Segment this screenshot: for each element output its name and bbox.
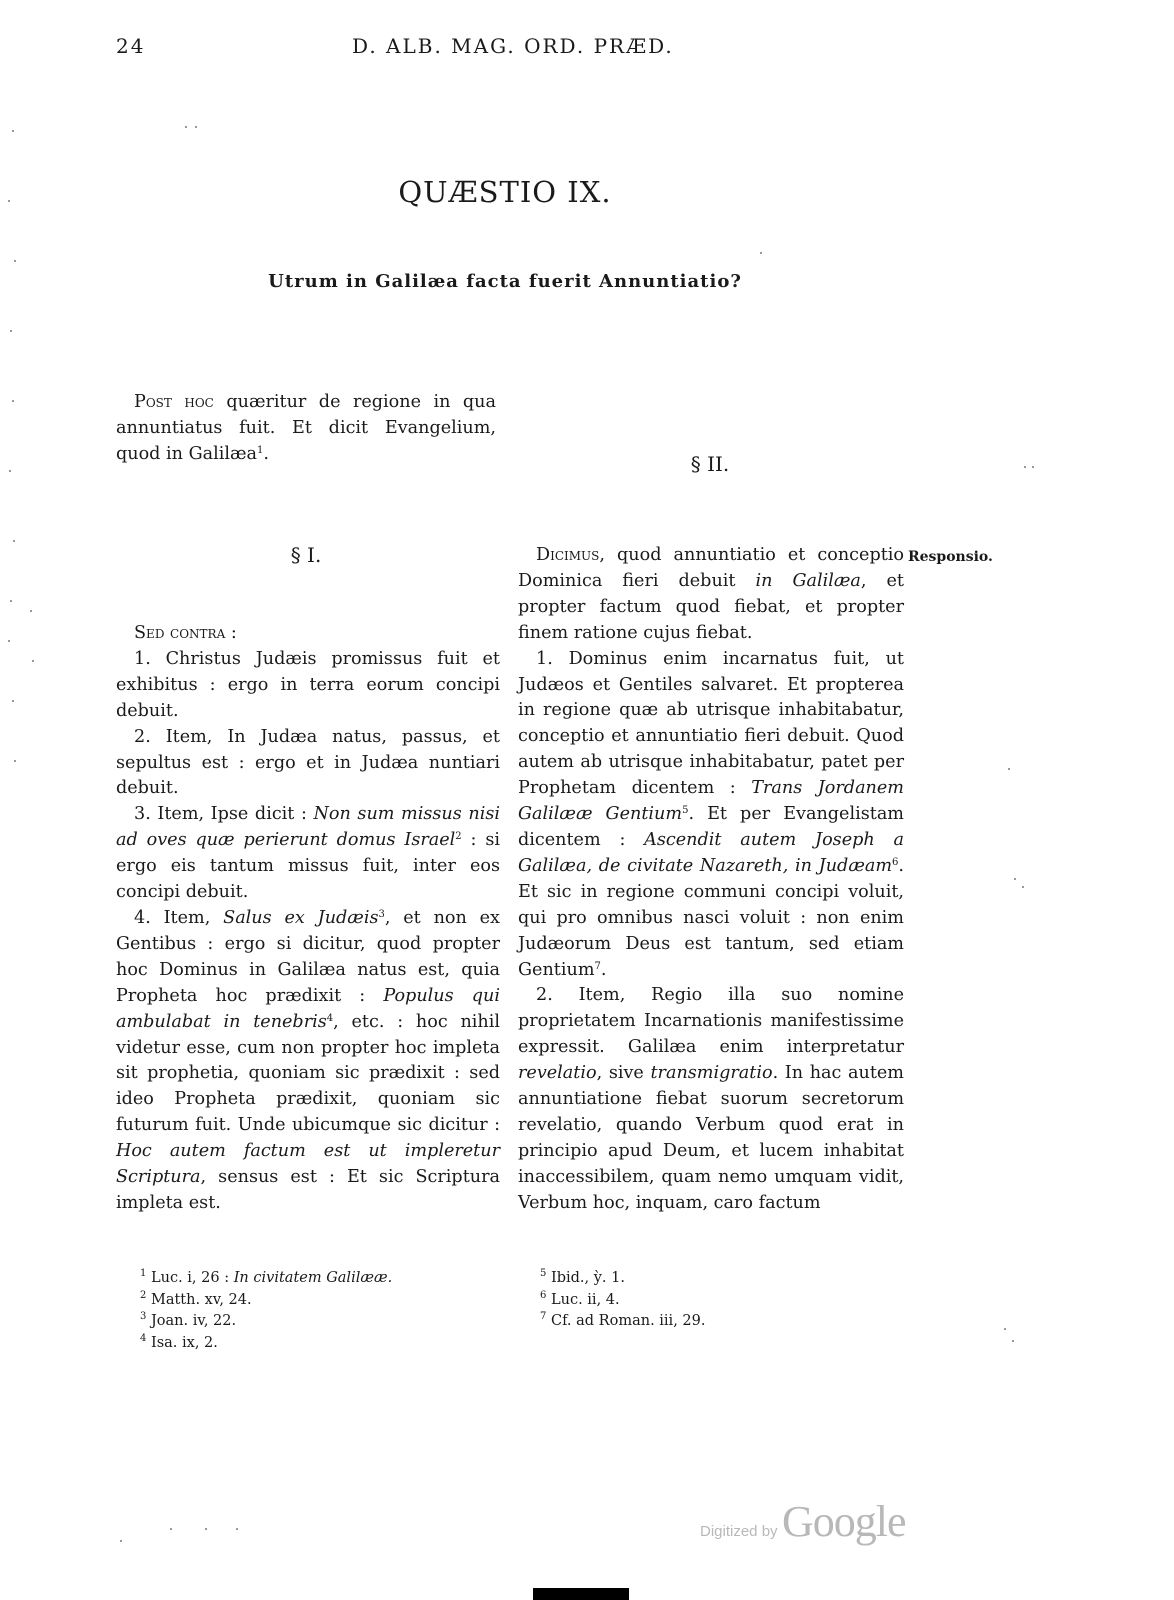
speck: [10, 330, 12, 332]
objection-4-cont-2: , etc. : hoc nihil videtur esse, cum non propter hoc impleta sit prophetia, quoniam sic prædixit : sed ideo Propheta prædixit, quoniam sic futurum fuit. Unde ubicumque sic dicitur :: [116, 1011, 500, 1136]
running-header: D. ALB. MAG. ORD. PRÆD.: [352, 34, 674, 58]
response-1-quote-2: Ascendit autem Joseph a Galilæa, de civitate Nazareth, in Judæam: [518, 829, 904, 876]
section-1-heading: § I.: [290, 543, 322, 567]
objection-4-quote-1: Salus ex Judæis: [223, 907, 379, 928]
objection-4-cont-3: , sensus est : Et sic Scriptura impleta est.: [116, 1167, 500, 1213]
footnote-text: Luc. ii, 4.: [546, 1291, 620, 1308]
speck: [760, 252, 762, 254]
speck: [13, 540, 15, 542]
footnote-number: 4: [140, 1332, 147, 1344]
google-logo: Google: [782, 1497, 906, 1546]
intro-smallcaps: Post hoc: [134, 392, 214, 412]
response-2: [518, 983, 904, 1216]
speck: [1008, 768, 1010, 770]
footnotes-left: [140, 1268, 392, 1354]
footnote-ref: 5: [682, 805, 689, 817]
speck: [1014, 878, 1016, 880]
footnote-ref: 2: [455, 831, 462, 843]
footnote-ref: 6: [892, 856, 899, 868]
footnote: [140, 1333, 392, 1355]
left-column: [116, 621, 500, 1217]
speck: [30, 610, 32, 612]
speck: [9, 470, 11, 472]
response-smallcaps: Dicimus: [536, 545, 600, 565]
speck: [195, 126, 197, 128]
footnote: [540, 1311, 705, 1333]
speck: [185, 126, 187, 128]
footnote-ref: 4: [326, 1012, 334, 1024]
sed-contra-label: Sed contra :: [134, 623, 237, 643]
speck: [1024, 466, 1026, 468]
section-2-heading: § II.: [690, 452, 730, 476]
footnotes-right: [540, 1268, 705, 1333]
intro-end: .: [263, 443, 270, 464]
response-1-cont-1: . Et per Evangelistam dicentem :: [518, 804, 904, 850]
speck: [12, 400, 14, 402]
objection-1: 1. Christus Judæis promissus fuit et exhibitus : ergo in terra eorum concipi debuit.: [116, 648, 500, 721]
objection-4-quote-3: Hoc autem factum est ut impleretur Scriptura: [116, 1141, 500, 1188]
response-2-cont-2: . In hac autem annuntiatione fiebat suorum secretorum revelatio, quando Verbum quod erat in principio apud Deum, et lucem inhabitat inaccessibilem, quam nemo umquam vidit, Verbum hoc, inquam, caro factum: [518, 1063, 904, 1213]
objection-4: [116, 906, 500, 1217]
footnote: [140, 1311, 392, 1333]
speck: [32, 660, 34, 662]
objection-3-quote: Non sum missus nisi ad oves quæ perierunt domus Israel: [116, 804, 500, 851]
response-1-cont-2: . Et sic in regione communi concipi voluit, qui pro omnibus nasci voluit : non enim Judæorum Deus est tantum, sed etiam Gentium: [518, 855, 904, 980]
footnote-italic: In civitatem Galilææ.: [233, 1270, 393, 1286]
speck: [1032, 466, 1034, 468]
footnote-number: 1: [140, 1268, 147, 1279]
margin-note: Responsio.: [908, 549, 993, 565]
watermark-digitized-by: Digitized by: [700, 1523, 778, 1540]
response-text: , quod annuntiatio et conceptio Dominica fieri debuit: [518, 545, 904, 591]
footnote: [540, 1268, 705, 1290]
footnote-ref: 1: [257, 444, 264, 456]
footnote-text: Luc. i, 26 :: [146, 1270, 234, 1286]
footnote-ref: 3: [378, 908, 385, 920]
response-1-text: 1. Dominus enim incarnatus fuit, ut Judæos et Gentiles salvaret. Et propterea in regione quæ ab utrisque inhabitabatur, conceptio et annuntiatio fieri debuit. Quod autem ab utrisque inhabitabatur, patet per Prophetam dicentem :: [518, 648, 904, 799]
response-2-text: 2. Item, Regio illa suo nomine proprietatem Incarnationis manifestissime expressit. Galilæa enim interpretatur: [518, 985, 904, 1058]
question-subtitle: Utrum in Galilæa facta fuerit Annuntiatio?: [268, 271, 742, 292]
footnote-text: Cf. ad Roman. iii, 29.: [546, 1313, 706, 1329]
response-1: [518, 647, 904, 984]
speck: [12, 130, 14, 132]
footnote: [540, 1290, 705, 1312]
response-cont: , et propter factum quod fiebat, et propter finem ratione cujus fiebat.: [518, 570, 904, 643]
objection-3-text: 3. Item, Ipse dicit :: [134, 804, 314, 825]
objection-4-text: 4. Item,: [134, 907, 224, 928]
footnote-number: 5: [540, 1268, 547, 1279]
response-2-cont-1: , sive: [596, 1063, 651, 1084]
right-column: [518, 543, 904, 1217]
question-title: QUÆSTIO IX.: [398, 175, 612, 209]
response-2-term-2: transmigratio: [650, 1063, 773, 1084]
speck: [14, 260, 16, 262]
intro-paragraph: [116, 390, 496, 468]
speck: [1022, 886, 1024, 888]
response-2-term-1: revelatio: [518, 1063, 597, 1084]
objection-4-cont-1: , et non ex Gentibus : ergo si dicitur, quod propter hoc Dominus in Galilæa natus est, quia Propheta hoc prædixit :: [116, 907, 500, 1006]
objection-4-quote-2: Populus qui ambulabat in tenebris: [116, 985, 500, 1032]
footnote-number: 6: [540, 1289, 547, 1301]
footnote-text: Matth. xv, 24.: [146, 1291, 252, 1308]
footnote-number: 3: [140, 1311, 147, 1322]
speck: [205, 1528, 207, 1530]
footnote-number: 7: [540, 1311, 547, 1322]
objection-2: 2. Item, In Judæa natus, passus, et sepultus est : ergo et in Judæa nuntiari debuit.: [116, 726, 500, 799]
speck: [1004, 1328, 1006, 1330]
footnote-text: Joan. iv, 22.: [146, 1313, 237, 1329]
speck: [8, 200, 10, 202]
response-1-end: .: [600, 959, 607, 980]
speck: [14, 760, 16, 762]
footnote-ref: 7: [594, 960, 601, 972]
google-watermark: [700, 1496, 906, 1547]
speck: [120, 1540, 122, 1542]
footnote-text: Isa. ix, 2.: [146, 1334, 218, 1351]
objection-3-cont: : si ergo eis tantum missus fuit, inter eos concipi debuit.: [116, 830, 500, 903]
scan-edge-bar: [533, 1588, 629, 1600]
response-intro: [518, 543, 904, 647]
speck: [170, 1528, 172, 1530]
footnote: [140, 1290, 392, 1312]
response-1-quote-1: Trans Jordanem Galilææ Gentium: [518, 778, 904, 825]
speck: [1012, 1340, 1014, 1342]
page-number: 24: [116, 34, 146, 58]
footnote-number: 2: [140, 1289, 147, 1301]
footnote: [140, 1268, 392, 1290]
speck: [10, 600, 12, 602]
speck: [8, 640, 10, 642]
objection-3: [116, 802, 500, 906]
speck: [236, 1528, 238, 1530]
intro-text: quæritur de regione in qua annuntiatus fuit. Et dicit Evangelium, quod in Galilæa: [116, 392, 496, 464]
response-quote: in Galilæa: [755, 570, 861, 591]
footnote-text: Ibid., ỳ. 1.: [546, 1270, 625, 1286]
speck: [12, 700, 14, 702]
